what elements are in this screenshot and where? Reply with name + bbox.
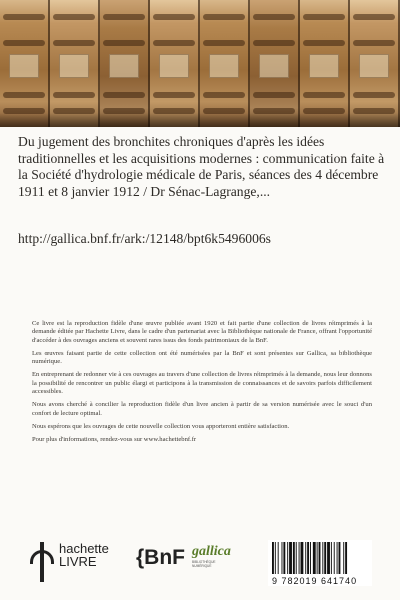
notice-paragraph: Pour plus d'informations, rendez-vous sur www.hachettebnf.fr [32, 436, 197, 444]
hachette-livre-logo [30, 542, 109, 582]
book-title: Du jugement des bronchites chroniques d'après les idées traditionnelles et les acquisitions modernes : communication faite à la Société d'hydrologie médicale de Paris, séances des 4 décembre 1911 et 8 janvier 1912 / Dr Sénac-Lagrange,... [18, 134, 385, 199]
shelf-shadow [0, 113, 400, 127]
book-spine [300, 0, 350, 127]
book-spine [150, 0, 200, 127]
hachette-wordmark: hachette [59, 541, 109, 556]
book-spine [100, 0, 150, 127]
bookshelf-photo [0, 0, 400, 127]
bnf-logo: {BnF [136, 546, 185, 569]
publisher-notice [32, 320, 372, 450]
book-spine [50, 0, 100, 127]
isbn-barcode [268, 540, 372, 586]
hachette-mark-icon [30, 542, 54, 582]
gallica-url: http://gallica.bnf.fr/ark:/12148/bpt6k5496006s [18, 231, 271, 246]
book-spine [200, 0, 250, 127]
book-spine [0, 0, 50, 127]
book-spine [250, 0, 300, 127]
notice-paragraph: Les œuvres faisant partie de cette collection ont été numérisées par la BnF et sont présentes sur Gallica, sa bibliothèque numérique. [32, 349, 372, 366]
isbn-digits: 9 782019 641740 [272, 576, 358, 586]
livre-wordmark: LIVRE [59, 554, 97, 569]
notice-paragraph: Ce livre est la reproduction fidèle d'une œuvre publiée avant 1920 et fait partie d'une collection de livres réimprimés à la demande éditée par Hachette Livre, dans le cadre d'un partenariat avec la Bibliothèque nationale de France, offrant l'opportunité d'accéder à des ouvrages anciens et souvent rares issus des fonds patrimoniaux de la BnF. [32, 320, 372, 344]
gallica-wordmark: gallica [192, 544, 231, 559]
notice-paragraph: Nous avons cherché à concilier la reproduction fidèle d'un livre ancien à partir de sa version numérisée avec le souci d'un confort de lecture optimal. [32, 401, 372, 417]
book-spine [350, 0, 400, 127]
gallica-subtitle: BIBLIOTHÈQUE NUMÉRIQUE [192, 560, 216, 568]
logo-row [30, 540, 370, 590]
gallica-logo [192, 544, 231, 568]
barcode-bars [268, 540, 372, 576]
notice-paragraph: Nous espérons que les ouvrages de cette nouvelle collection vous apporteront entière satisfaction. [32, 422, 290, 430]
notice-paragraph: En entreprenant de redonner vie à ces ouvrages au travers d'une collection de livres réimprimés à la demande, nous leur donnons la possibilité de rencontrer un public élargi et participons à la transmission de connaissances et de savoirs parfois difficilement accessibles. [32, 371, 372, 396]
book-spines [0, 0, 400, 127]
